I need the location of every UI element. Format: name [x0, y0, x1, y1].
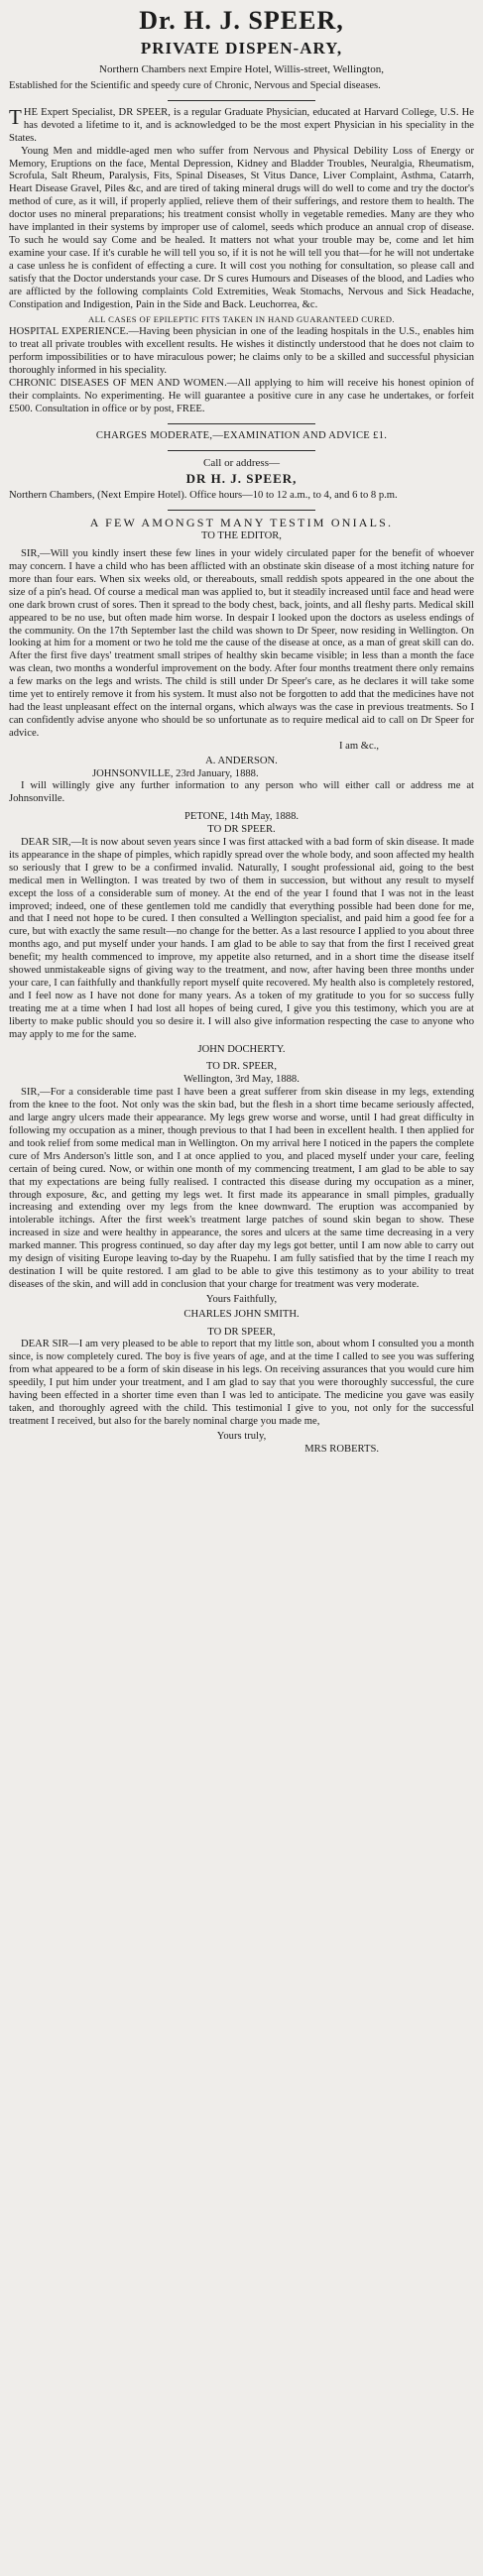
- call-or-address: Call or address—: [203, 456, 280, 469]
- letter-docherty-signature: JOHN DOCHERTY.: [197, 1043, 286, 1055]
- letter-docherty-dateline: PETONE, 14th May, 1888.: [183, 811, 300, 823]
- letter-anderson-signature: A. ANDERSON.: [205, 755, 278, 766]
- letter-roberts-signature: MRS ROBERTS.: [304, 1443, 379, 1455]
- to-the-editor: TO THE EDITOR,: [201, 530, 282, 542]
- letter-roberts-body: DEAR SIR—I am very pleased to be able to report that my little son, about whom I consulted you a month since, is now completely cured. The boy is five years of age, and at the time I called to see you was suffering from what appeared to be a form of skin disease in his legs. On receiving assurances that you would cure him speedily, I put him under your treatment, and I am glad to say that you were thoroughly successful, the cure having been effected in a shorter time even than I was led to anticipate. The medicine you gave was easily taken, and thoroughly agreed with the child. This testimonial I give to you, not only for the successful treatment I received, but also for the barely nominal charge you made me,: [9, 1339, 474, 1427]
- testimonials-heading: A FEW AMONGST MANY TESTIM ONIALS.: [89, 516, 394, 530]
- letter-anderson-dateline: JOHNSONVILLE, 23rd January, 1888.: [92, 767, 259, 779]
- doctor-name: DR H. J. SPEER,: [185, 471, 298, 487]
- letter-smith-closing: Yours Faithfully,: [205, 1293, 278, 1305]
- letter-smith-signature: CHARLES JOHN SMITH.: [183, 1308, 300, 1320]
- guarantee-line: ALL CASES OF EPILEPTIC FITS TAKEN IN HAND GUARANTEED CURED.: [88, 314, 395, 325]
- charges-line: CHARGES MODERATE,—EXAMINATION AND ADVICE £1.: [95, 429, 388, 441]
- office-hours: Northern Chambers, (Next Empire Hotel). Office hours—10 to 12 a.m., to 4, and 6 to 8 p.m.: [9, 490, 398, 502]
- letter-smith-to: TO DR. SPEER,: [205, 1061, 278, 1073]
- divider: [168, 423, 315, 424]
- divider: [168, 450, 315, 451]
- intro-paragraph: [9, 104, 474, 146]
- letter-smith-body: SIR,—For a considerable time past I have been a great sufferer from skin disease in my legs, extending from the knee to the foot. Not only was the skin bad, but the flesh in a short time became seriously affected, and large angry ulcers made their appearance. My legs grew worse and worse, until I had great difficulty in following my occupation as a miner, though previous to that I had been in excellent health. I then applied for and took relief from some medical man in Wellington. On my arrival here I noticed in the papers the complete cure of Mrs Anderson's little son, and I at once applied to you, and placed myself under your care, feeling certain of being cured. Now, or within one month of my commencing treatment, I am glad to be able to say that my expectations are being fully realised. I contracted this disease during my occupation as a miner, through exposure, &c, and getting my legs wet. It first made its appearance in small pimples, gradually increasing and extending over my legs from the knee downward. The eruption was accompanied by intolerable itchings. After the first week's treatment large patches of sound skin began to show. These increased in size and were healthy in appearance, the sores and ulcers at the same time decreasing in a very marked manner. This progress continued, so day after day my legs got better, until I am now able to carry out my design of visiting Europe leaving to-day by the Ruapehu. I am fully satisfied that by the time I reach my destination I will be quite restored. I am glad to be able to give this testimony as to your ability to treat diseases of the skin, and will add in conclusion that your charge for treatment was very moderate.: [9, 1087, 474, 1290]
- advert-masthead: Dr. H. J. SPEER,: [139, 6, 344, 35]
- ailments-paragraph: Young Men and middle-aged men who suffer from Nervous and Physical Debility Loss of Energy or Memory, Eruptions on the face, Mental Depression, Kidney and Bladder Troubles, Neuralgia, Rheumatism, Scrofula, Salt Rheum, Paralysis, Fits, Spinal Diseases, St Vitus Dance, Liver Complaint, Asthma, Catarrh, Heart Disease Gravel, Piles &c, and are tired of taking mineral drugs will do well to come and try the doctor's method of cure, as it will, if properly applied, relieve them of their sufferings, and restore them to health. The doctor uses no mineral preparations; his treatment consist wholly in vegetable remedies. Many are they who have implanted in their systems by improper use of calomel, seeds which produce an annual crop of disease. To such he would say Come and be healed. It matters not what your trouble may be, come and let him examine your case. If it's curable he will tell you so, if it is not he will tell you that—for he will not undertake a case unless he is confident of effecting a cure. It will cost you nothing for consultation, so please call and satisfy that the Doctor understands your case. Dr S cures Humours and Diseases of the blood, and Ladies who are afflicted by the following complaints Cold Extremities, Weak Stomachs, Nervous and Sick Headache, Constipation and Indigestion, Pain in the Side and Back. Leuchorrea, &c.: [9, 145, 474, 310]
- hospital-experience-paragraph: HOSPITAL EXPERIENCE.—Having been physician in one of the leading hospitals in the U.S., enables him to treat all private troubles with excellent results. He wishes it distinctly understood that he does not claim to perform impossibilities or to have miraculous power; he claims only to be a skilled and successful physician thoroughly informed in his speciality.: [9, 326, 474, 377]
- letter-docherty-to: TO DR SPEER.: [207, 824, 276, 836]
- intro-text: HE Expert Specialist, DR SPEER, is a regular Graduate Physician, educated at Harvard College, U.S. He has devoted a lifetime to it, and is acknowledged to be the most expert Physician in his speciality in the States.: [9, 106, 474, 144]
- letter-docherty-body: DEAR SIR,—It is now about seven years since I was first attacked with a bad form of skin disease. It made its appearance in the shape of pimples, which rapidly spread over the whole body, and soon affected my health so seriously that I grew to be a confirmed invalid. Naturally, I sought professional aid, going to the best medical men in Wellington. I was treated by two of them in succession, but without any result to myself except the loss of a considerable sum of money. At the end of the year I found that I was not in the least improved; indeed, one of these gentlemen told me candidly that everything possible had been done for me, and that I need not hope to be cured. I then consulted a Wellington specialist, and paid him a good fee for a cure, but with exactly the same result—no change for the better. As a last resource I applied to you about three months ago, and put myself under your hands. I am glad to be able to say that from the first I received great benefit; my health commenced to improve, my appetite also returned, and in a short time the disease itself showed unmistakeable signs of giving way to the treatment, and now, after having been three months under your care, I can faithfully and thankfully report myself quite recovered. My health also is completely restored, and I feel now as I have not done for many years. As a token of my gratitude to you for so success fully treating me at a time when I had lost all hopes of being cured, I give you this testimony, which you are at liberty to make public should you so desire it. I will also give information respecting the case to anyone who may apply to me for the same.: [9, 837, 474, 1040]
- letter-anderson-postscript: I will willingly give any further information to any person who will either call or address me at Johnsonville.: [9, 780, 474, 805]
- dispensary-title: PRIVATE DISPEN-ARY,: [140, 39, 343, 58]
- established-line: Established for the Scientific and speedy cure of Chronic, Nervous and Special diseases.: [9, 80, 381, 91]
- letter-roberts-closing: Yours truly,: [216, 1430, 267, 1442]
- letter-anderson-body: SIR,—Will you kindly insert these few lines in your widely circulated paper for the benefit of whoever may concern. I have a child who has been afflicted with an obstinate skin disease of a most itching nature for more than four ears. When six weeks old, or thereabouts, small reddish spots appeared in the one about the size of a pin's head. Of course a medical man was applied to, but it steadily increased until face and head were one dark brown crust of sores. Then it spread to the body chest, back, joints, and all fleshy parts. Medical skill appeared to be no use, but often made him worse. In despair I looked upon the doctors as useless endings of the community. On the 17th September last the child was shown to Dr Speer, now residing in Wellington. On looking at him for a moment or two he told me the cause of the disease at once, as a man of great skill can do. After the first five days' treatment small stripes of healthy skin became visible; in less than a month the face was clean, two months a wonderful improvement on the body. After four months treatment there only remains a few marks on the legs and wrists. The child is still under Dr Speer's care, as he declares it will take some time yet to entirely remove it from his system. It must also not be forgotten to add that the medicines have not had the least unpleasant effect on the internal organs, which always was the case in previous treatments. So I can confidently advise anyone who should be so unfortunate as to require medical aid to call on Dr Speer for advice.: [9, 548, 474, 739]
- letter-roberts-to: TO DR SPEER,: [207, 1326, 276, 1338]
- chronic-diseases-paragraph: CHRONIC DISEASES OF MEN AND WOMEN.—All applying to him will receive his honest opinion of their complaints. No experimenting. He will guarantee a positive cure in any case he undertakes, or forfeit £500. Consultation in office or by post, FREE.: [9, 377, 474, 414]
- divider: [168, 510, 315, 511]
- dispensary-address: Northern Chambers next Empire Hotel, Willis-street, Wellington,: [99, 63, 384, 75]
- divider: [168, 100, 315, 101]
- drop-cap: T: [9, 104, 22, 129]
- letter-anderson-closing: I am &c.,: [338, 740, 379, 752]
- letter-smith-dateline: Wellington, 3rd May, 1888.: [183, 1074, 300, 1086]
